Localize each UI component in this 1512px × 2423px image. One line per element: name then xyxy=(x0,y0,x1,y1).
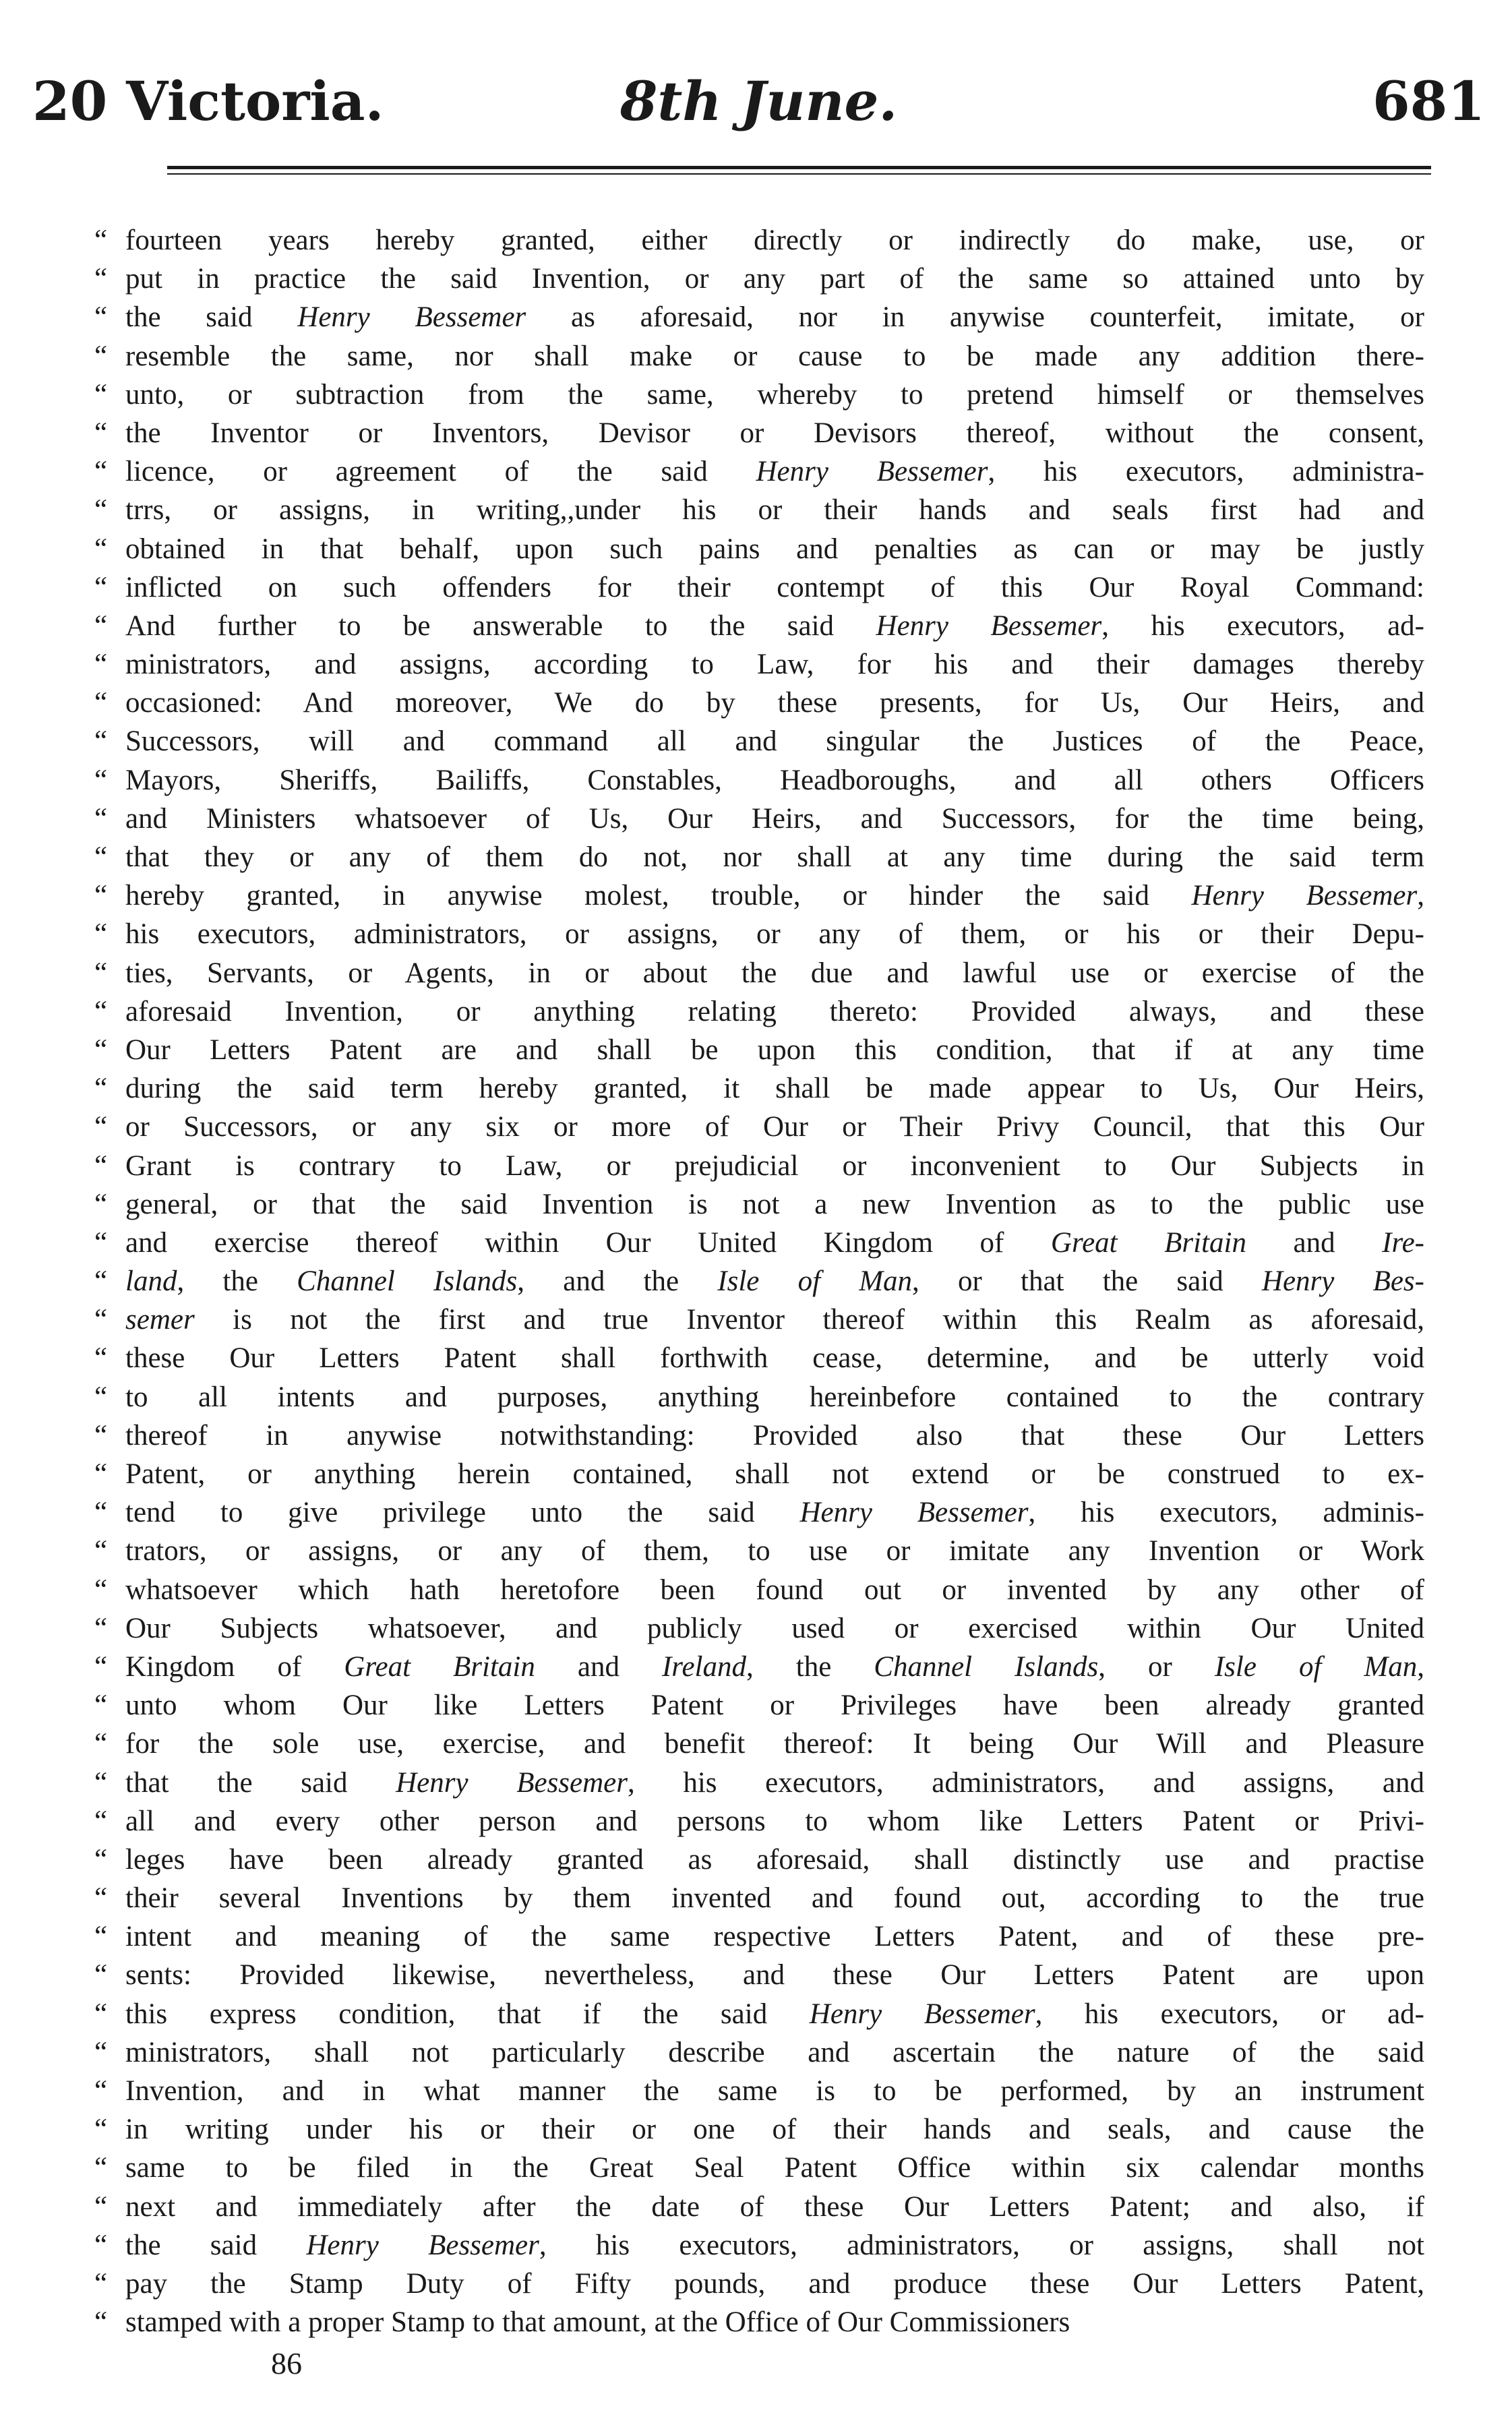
text-line: “ Invention, and in what manner the same is to be performed, by an instrument xyxy=(94,2075,1424,2107)
text-line: “ And further to be answerable to the said Henry Bessemer, his executors, ad- xyxy=(94,609,1424,642)
text-line: “ leges have been already granted as aforesaid, shall distinctly use and practise xyxy=(94,1843,1424,1876)
text-line: “ Successors, will and command all and singular the Justices of the Peace, xyxy=(94,725,1424,758)
text-line: “ or Successors, or any six or more of Our or Their Privy Council, that this Our xyxy=(94,1111,1424,1143)
text-line: “ occasioned: And moreover, We do by these presents, for Us, Our Heirs, and xyxy=(94,687,1424,719)
signature-mark: 86 xyxy=(271,2346,302,2381)
text-line: “ hereby granted, in anywise molest, trouble, or hinder the said Henry Bessemer, xyxy=(94,880,1424,912)
text-line: “ intent and meaning of the same respective Letters Patent, and of these pre- xyxy=(94,1921,1424,1953)
text-line: “ licence, or agreement of the said Henry Bessemer, his executors, administra- xyxy=(94,456,1424,488)
text-line: “ and Ministers whatsoever of Us, Our Heirs, and Successors, for the time being, xyxy=(94,802,1424,835)
text-line: “ sents: Provided likewise, nevertheless, and these Our Letters Patent are upon xyxy=(94,1959,1424,1992)
text-line: “ the said Henry Bessemer, his executors, administrators, or assigns, shall not xyxy=(94,2229,1424,2261)
text-line: “ fourteen years hereby granted, either directly or indirectly do make, use, or xyxy=(94,225,1424,256)
text-line: “ the Inventor or Inventors, Devisor or Devisors thereof, without the consent, xyxy=(94,417,1424,449)
text-line: “ ties, Servants, or Agents, in or about the due and lawful use or exercise of the xyxy=(94,957,1424,989)
header-rule-thin xyxy=(167,173,1431,175)
text-line: “ same to be filed in the Great Seal Patent Office within six calendar months xyxy=(94,2152,1424,2184)
text-line: “ Patent, or anything herein contained, shall not extend or be construed to ex- xyxy=(94,1458,1424,1490)
text-line: “ and exercise thereof within Our United Kingdom of Great Britain and Ire- xyxy=(94,1226,1424,1259)
text-line: “ aforesaid Invention, or anything relating thereto: Provided always, and these xyxy=(94,995,1424,1027)
text-line: “ trrs, or assigns, in writing,,under his or their hands and seals first had and xyxy=(94,494,1424,527)
text-line: “ Kingdom of Great Britain and Ireland, the Channel Islands, or Isle of Man, xyxy=(94,1650,1424,1683)
text-line: “ inflicted on such offenders for their contempt of this Our Royal Command: xyxy=(94,571,1424,603)
body-text xyxy=(94,221,1424,2341)
text-line: “ resemble the same, nor shall make or cause to be made any addition there- xyxy=(94,340,1424,372)
text-line: “ that the said Henry Bessemer, his executors, administrators, and assigns, and xyxy=(94,1766,1424,1799)
header-regnal-year: 20 Victoria. xyxy=(32,69,384,133)
text-line: “ unto whom Our like Letters Patent or Privileges have been already granted xyxy=(94,1689,1424,1722)
text-line: “ to all intents and purposes, anything hereinbefore contained to the contrary xyxy=(94,1381,1424,1413)
text-line: “ this express condition, that if the said Henry Bessemer, his executors, or ad- xyxy=(94,1998,1424,2030)
text-line: “ trators, or assigns, or any of them, to use or imitate any Invention or Work xyxy=(94,1535,1424,1567)
running-header xyxy=(32,64,1485,138)
text-line: “ Mayors, Sheriffs, Bailiffs, Constables, Headboroughs, and all others Officers xyxy=(94,764,1424,796)
text-line: “ Grant is contrary to Law, or prejudicial or inconvenient to Our Subjects in xyxy=(94,1149,1424,1182)
page-number: 681 xyxy=(1372,69,1485,133)
text-line: “ during the said term hereby granted, it shall be made appear to Us, Our Heirs, xyxy=(94,1073,1424,1105)
text-line: “ stamped with a proper Stamp to that amount, at the Office of Our Commissioners xyxy=(94,2306,1070,2339)
text-line: “ pay the Stamp Duty of Fifty pounds, and produce these Our Letters Patent, xyxy=(94,2267,1424,2300)
text-line: “ their several Inventions by them invented and found out, according to the true xyxy=(94,1882,1424,1915)
text-line: “ thereof in anywise notwithstanding: Provided also that these Our Letters xyxy=(94,1419,1424,1452)
text-line: “ general, or that the said Invention is not a new Invention as to the public use xyxy=(94,1188,1424,1220)
text-line: “ put in practice the said Invention, or any part of the same so attained unto by xyxy=(94,263,1424,295)
header-date: 8th June. xyxy=(619,69,898,133)
text-line: “ next and immediately after the date of these Our Letters Patent; and also, if xyxy=(94,2190,1424,2223)
text-line: “ his executors, administrators, or assigns, or any of them, or his or their Depu- xyxy=(94,918,1424,951)
text-line: “ unto, or subtraction from the same, whereby to pretend himself or themselves xyxy=(94,378,1424,411)
text-line: “ Our Letters Patent are and shall be upon this condition, that if at any time xyxy=(94,1034,1424,1066)
text-line: “ that they or any of them do not, nor shall at any time during the said term xyxy=(94,841,1424,873)
text-line: “ obtained in that behalf, upon such pains and penalties as can or may be justly xyxy=(94,533,1424,565)
text-line: “ tend to give privilege unto the said Henry Bessemer, his executors, adminis- xyxy=(94,1497,1424,1529)
text-line: “ for the sole use, exercise, and benefit thereof: It being Our Will and Pleasure xyxy=(94,1728,1424,1760)
text-line: “ Our Subjects whatsoever, and publicly used or exercised within Our United xyxy=(94,1612,1424,1644)
text-line: “ ministrators, and assigns, according to Law, for his and their damages thereby xyxy=(94,649,1424,681)
header-double-rule xyxy=(167,166,1431,175)
text-line: “ in writing under his or their or one of their hands and seals, and cause the xyxy=(94,2114,1424,2146)
text-line: “ these Our Letters Patent shall forthwith cease, determine, and be utterly void xyxy=(94,1342,1424,1375)
text-line: “ the said Henry Bessemer as aforesaid, nor in anywise counterfeit, imitate, or xyxy=(94,301,1424,334)
text-line: “ all and every other person and persons to whom like Letters Patent or Privi- xyxy=(94,1805,1424,1837)
text-line: “ semer is not the first and true Inventor thereof within this Realm as aforesaid, xyxy=(94,1304,1424,1336)
text-line: “ land, the Channel Islands, and the Isle of Man, or that the said Henry Bes- xyxy=(94,1265,1424,1298)
text-line: “ ministrators, shall not particularly describe and ascertain the nature of the said xyxy=(94,2036,1424,2068)
text-line: “ whatsoever which hath heretofore been found out or invented by any other of xyxy=(94,1574,1424,1606)
